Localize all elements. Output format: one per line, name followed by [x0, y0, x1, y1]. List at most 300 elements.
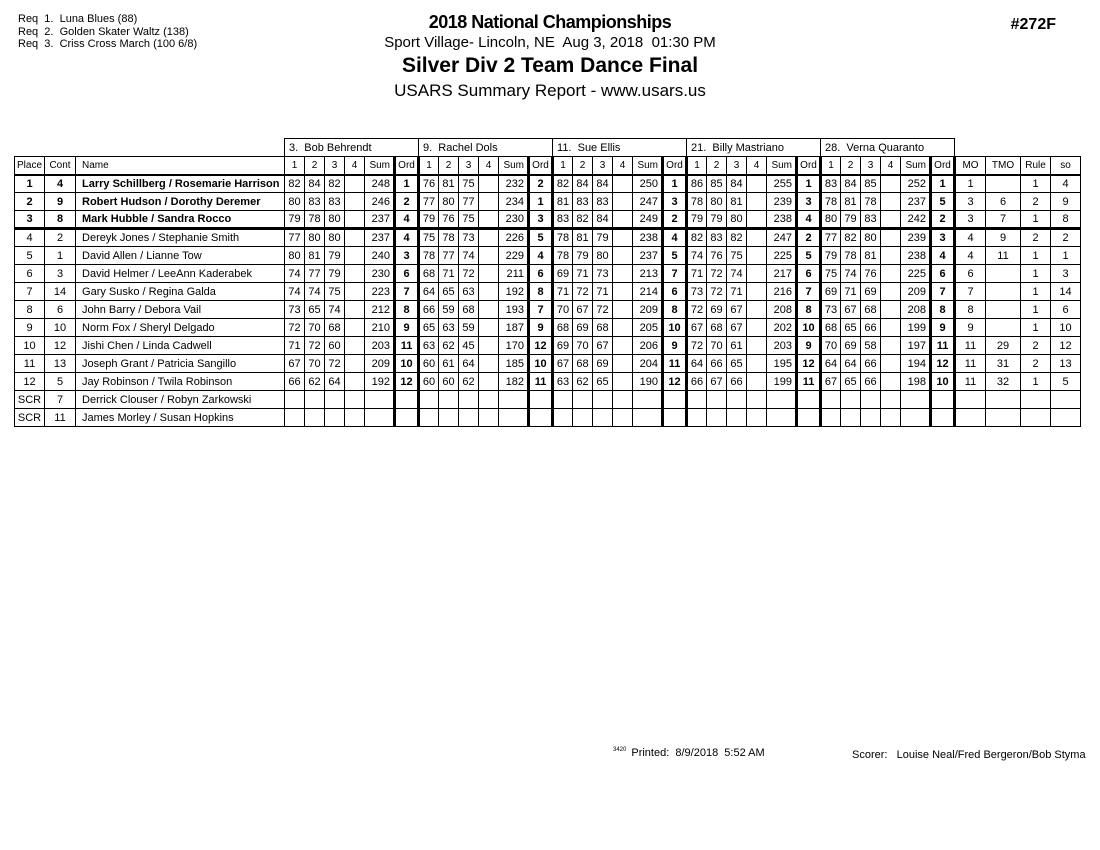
score-cell: 65 [305, 301, 325, 319]
judge-name: 11. Sue Ellis [553, 139, 687, 157]
score-cell: 83 [861, 211, 881, 229]
sum-cell [767, 409, 797, 427]
score-cell: 84 [593, 211, 613, 229]
score-cell: 79 [325, 247, 345, 265]
sum-cell [633, 409, 663, 427]
result-row [15, 193, 1081, 211]
event-number: #272F [1010, 16, 1056, 33]
score-cell [747, 211, 767, 229]
rule-cell: 2 [1021, 193, 1051, 211]
score-cell: 70 [305, 319, 325, 337]
ord-cell [797, 391, 821, 409]
req-line-2: Req 2. Golden Skater Waltz (138) [18, 25, 189, 38]
header-ord: Ord [931, 157, 955, 175]
score-cell: 60 [419, 373, 439, 391]
sum-cell: 205 [633, 319, 663, 337]
score-cell: 61 [727, 337, 747, 355]
ord-cell: 2 [797, 229, 821, 247]
score-cell [747, 283, 767, 301]
score-cell [345, 373, 365, 391]
score-cell: 71 [727, 283, 747, 301]
score-cell [727, 391, 747, 409]
sum-cell: 223 [365, 283, 395, 301]
score-cell: 75 [727, 247, 747, 265]
header-sum: Sum [767, 157, 797, 175]
score-cell [687, 409, 707, 427]
header-tmo: TMO [986, 157, 1021, 175]
score-cell: 70 [573, 337, 593, 355]
sum-cell: 230 [365, 265, 395, 283]
ord-cell: 2 [931, 211, 955, 229]
header-score-3: 3 [727, 157, 747, 175]
score-cell: 71 [593, 283, 613, 301]
score-cell [881, 283, 901, 301]
sum-cell: 203 [365, 337, 395, 355]
name-cell: Joseph Grant / Patricia Sangillo [76, 355, 285, 373]
name-cell: Mark Hubble / Sandra Rocco [76, 211, 285, 229]
result-row [15, 247, 1081, 265]
score-cell: 76 [861, 265, 881, 283]
sum-cell [633, 391, 663, 409]
header-mo: MO [955, 157, 986, 175]
sum-cell: 242 [901, 211, 931, 229]
score-cell [305, 409, 325, 427]
cont-cell: 12 [45, 337, 76, 355]
ord-cell: 4 [395, 229, 419, 247]
ord-cell: 3 [797, 193, 821, 211]
tmo-cell: 9 [986, 229, 1021, 247]
judge-name: 28. Verna Quaranto [821, 139, 955, 157]
score-cell: 67 [821, 373, 841, 391]
sum-cell: 192 [365, 373, 395, 391]
score-cell: 74 [285, 265, 305, 283]
ord-cell: 9 [931, 319, 955, 337]
score-cell: 72 [573, 283, 593, 301]
place-cell: SCR [15, 409, 45, 427]
score-cell: 78 [419, 247, 439, 265]
ord-cell: 3 [529, 211, 553, 229]
so-cell: 8 [1051, 211, 1081, 229]
score-cell: 75 [459, 211, 479, 229]
result-row [15, 229, 1081, 247]
score-cell: 67 [553, 355, 573, 373]
header-so: so [1051, 157, 1081, 175]
header-score-2: 2 [305, 157, 325, 175]
result-row [15, 175, 1081, 193]
score-cell [881, 265, 901, 283]
place-cell: 1 [15, 175, 45, 193]
sum-cell: 225 [767, 247, 797, 265]
sum-cell: 238 [767, 211, 797, 229]
score-cell: 67 [593, 337, 613, 355]
req-line-1: Req 1. Luna Blues (88) [18, 13, 138, 25]
header-score-2: 2 [841, 157, 861, 175]
score-cell [747, 265, 767, 283]
result-row [15, 265, 1081, 283]
tmo-cell [986, 391, 1021, 409]
score-cell [345, 337, 365, 355]
score-cell: 66 [285, 373, 305, 391]
sum-cell: 247 [767, 229, 797, 247]
score-cell: 70 [707, 337, 727, 355]
score-cell: 78 [553, 247, 573, 265]
score-cell: 72 [687, 337, 707, 355]
tmo-cell [986, 283, 1021, 301]
score-cell [881, 409, 901, 427]
sum-cell: 208 [767, 301, 797, 319]
score-cell: 72 [707, 283, 727, 301]
score-cell: 74 [687, 247, 707, 265]
score-cell [419, 409, 439, 427]
header-score-4: 4 [747, 157, 767, 175]
score-cell: 84 [727, 175, 747, 193]
sum-cell: 194 [901, 355, 931, 373]
name-cell: John Barry / Debora Vail [76, 301, 285, 319]
tmo-cell [986, 301, 1021, 319]
sum-cell: 225 [901, 265, 931, 283]
header-name: Name [76, 157, 285, 175]
so-cell: 4 [1051, 175, 1081, 193]
mo-cell: 3 [955, 193, 986, 211]
judge-header-spacer-left [15, 139, 285, 157]
ord-cell: 8 [931, 301, 955, 319]
ord-cell: 12 [395, 373, 419, 391]
score-cell: 84 [573, 175, 593, 193]
cont-cell: 1 [45, 247, 76, 265]
score-cell: 69 [861, 283, 881, 301]
sum-cell: 203 [767, 337, 797, 355]
score-cell: 71 [687, 265, 707, 283]
ord-cell: 11 [797, 373, 821, 391]
cont-cell: 6 [45, 301, 76, 319]
place-cell: 2 [15, 193, 45, 211]
score-cell: 68 [821, 319, 841, 337]
score-cell: 62 [459, 373, 479, 391]
score-cell [881, 247, 901, 265]
score-cell: 77 [285, 229, 305, 247]
score-cell: 76 [439, 211, 459, 229]
sum-cell: 248 [365, 175, 395, 193]
tmo-cell [986, 319, 1021, 337]
score-cell: 73 [821, 301, 841, 319]
result-row [15, 211, 1081, 229]
report-type-line: USARS Summary Report - www.usars.us [394, 81, 706, 100]
score-cell [479, 265, 499, 283]
score-cell: 79 [687, 211, 707, 229]
header-score-4: 4 [345, 157, 365, 175]
so-cell: 6 [1051, 301, 1081, 319]
score-cell: 83 [707, 229, 727, 247]
tmo-cell: 31 [986, 355, 1021, 373]
sum-cell: 193 [499, 301, 529, 319]
score-cell: 79 [573, 247, 593, 265]
score-cell: 66 [687, 373, 707, 391]
name-cell: Larry Schillberg / Rosemarie Harrison [76, 175, 285, 193]
tmo-cell: 7 [986, 211, 1021, 229]
header-ord: Ord [395, 157, 419, 175]
ord-cell [395, 409, 419, 427]
score-cell [747, 409, 767, 427]
score-cell: 67 [707, 373, 727, 391]
name-cell: Jay Robinson / Twila Robinson [76, 373, 285, 391]
sum-cell: 212 [365, 301, 395, 319]
rule-cell: 2 [1021, 337, 1051, 355]
score-cell: 60 [439, 373, 459, 391]
score-cell: 78 [687, 193, 707, 211]
score-cell: 79 [821, 247, 841, 265]
score-cell: 60 [419, 355, 439, 373]
score-cell [479, 247, 499, 265]
header-sum: Sum [633, 157, 663, 175]
score-cell [613, 409, 633, 427]
score-cell [325, 391, 345, 409]
score-cell: 80 [727, 211, 747, 229]
score-cell: 66 [727, 373, 747, 391]
ord-cell: 9 [395, 319, 419, 337]
so-cell: 13 [1051, 355, 1081, 373]
score-cell: 74 [285, 283, 305, 301]
results-table [14, 138, 1081, 427]
score-cell: 83 [593, 193, 613, 211]
score-cell [881, 301, 901, 319]
score-cell [861, 391, 881, 409]
sum-cell: 255 [767, 175, 797, 193]
score-cell: 59 [439, 301, 459, 319]
score-cell: 71 [553, 283, 573, 301]
score-cell: 80 [861, 229, 881, 247]
score-cell: 84 [305, 175, 325, 193]
score-cell: 73 [285, 301, 305, 319]
score-cell: 66 [707, 355, 727, 373]
score-cell [707, 409, 727, 427]
name-cell: David Helmer / LeeAnn Kaderabek [76, 265, 285, 283]
sum-cell [901, 409, 931, 427]
score-cell [345, 211, 365, 229]
sum-cell: 197 [901, 337, 931, 355]
score-cell: 67 [285, 355, 305, 373]
score-cell: 72 [459, 265, 479, 283]
score-cell: 65 [841, 373, 861, 391]
cont-cell: 11 [45, 409, 76, 427]
score-cell [861, 409, 881, 427]
score-cell: 78 [861, 193, 881, 211]
score-cell [613, 247, 633, 265]
score-cell [613, 301, 633, 319]
score-cell [687, 391, 707, 409]
place-cell: 9 [15, 319, 45, 337]
ord-cell: 12 [663, 373, 687, 391]
ord-cell: 7 [529, 301, 553, 319]
score-cell [881, 319, 901, 337]
ord-cell: 9 [797, 337, 821, 355]
cont-cell: 8 [45, 211, 76, 229]
ord-cell: 1 [931, 175, 955, 193]
score-cell [345, 283, 365, 301]
score-cell: 81 [861, 247, 881, 265]
ord-cell: 10 [529, 355, 553, 373]
score-cell: 85 [861, 175, 881, 193]
score-cell: 65 [727, 355, 747, 373]
req-line-3: Req 3. Criss Cross March (100 6/8) [18, 38, 198, 50]
sum-cell: 195 [767, 355, 797, 373]
ord-cell: 6 [931, 265, 955, 283]
rule-cell: 2 [1021, 229, 1051, 247]
sum-cell: 199 [901, 319, 931, 337]
score-cell: 67 [727, 301, 747, 319]
score-cell: 66 [861, 373, 881, 391]
score-cell: 64 [687, 355, 707, 373]
score-cell: 79 [325, 265, 345, 283]
sum-cell: 204 [633, 355, 663, 373]
ord-cell: 7 [395, 283, 419, 301]
result-row [15, 409, 1081, 427]
score-cell: 77 [305, 265, 325, 283]
sum-cell: 250 [633, 175, 663, 193]
tmo-cell: 6 [986, 193, 1021, 211]
header-sum: Sum [901, 157, 931, 175]
ord-cell: 6 [529, 265, 553, 283]
score-cell [553, 391, 573, 409]
score-cell: 79 [419, 211, 439, 229]
sum-cell: 216 [767, 283, 797, 301]
ord-cell: 7 [663, 265, 687, 283]
cont-cell: 4 [45, 175, 76, 193]
rule-cell: 1 [1021, 211, 1051, 229]
so-cell: 1 [1051, 247, 1081, 265]
score-cell [841, 391, 861, 409]
score-cell [747, 175, 767, 193]
rule-cell: 1 [1021, 175, 1051, 193]
sum-cell: 206 [633, 337, 663, 355]
score-cell: 83 [325, 193, 345, 211]
result-row [15, 337, 1081, 355]
score-cell: 59 [459, 319, 479, 337]
mo-cell: 11 [955, 373, 986, 391]
sum-cell: 239 [901, 229, 931, 247]
tmo-cell [986, 409, 1021, 427]
score-cell: 81 [553, 193, 573, 211]
name-cell: David Allen / Lianne Tow [76, 247, 285, 265]
score-cell [345, 247, 365, 265]
header-score-1: 1 [553, 157, 573, 175]
score-cell [747, 193, 767, 211]
ord-cell: 3 [931, 229, 955, 247]
so-cell [1051, 409, 1081, 427]
sum-cell [767, 391, 797, 409]
score-cell [439, 409, 459, 427]
print-code: 3420 [613, 747, 627, 754]
sum-cell: 237 [901, 193, 931, 211]
score-cell: 78 [439, 229, 459, 247]
sum-cell: 182 [499, 373, 529, 391]
header-score-3: 3 [325, 157, 345, 175]
score-cell: 69 [841, 337, 861, 355]
sum-cell: 190 [633, 373, 663, 391]
score-cell: 65 [841, 319, 861, 337]
score-cell [727, 409, 747, 427]
ord-cell: 7 [797, 283, 821, 301]
sum-cell: 199 [767, 373, 797, 391]
mo-cell: 11 [955, 355, 986, 373]
score-cell: 64 [841, 355, 861, 373]
score-cell: 72 [593, 301, 613, 319]
ord-cell [797, 409, 821, 427]
score-cell [881, 193, 901, 211]
score-cell: 63 [439, 319, 459, 337]
score-cell: 65 [419, 319, 439, 337]
score-cell [747, 355, 767, 373]
ord-cell: 3 [663, 193, 687, 211]
ord-cell: 1 [797, 175, 821, 193]
score-cell: 73 [593, 265, 613, 283]
sum-cell: 237 [365, 229, 395, 247]
score-cell: 71 [573, 265, 593, 283]
sum-cell: 238 [633, 229, 663, 247]
sum-cell: 187 [499, 319, 529, 337]
ord-cell [931, 391, 955, 409]
score-cell: 66 [861, 319, 881, 337]
score-cell [613, 319, 633, 337]
ord-cell: 4 [529, 247, 553, 265]
score-cell: 72 [707, 265, 727, 283]
place-cell: SCR [15, 391, 45, 409]
sum-cell: 238 [901, 247, 931, 265]
score-cell: 64 [459, 355, 479, 373]
result-row [15, 355, 1081, 373]
tmo-cell: 32 [986, 373, 1021, 391]
place-cell: 10 [15, 337, 45, 355]
so-cell: 10 [1051, 319, 1081, 337]
name-cell: James Morley / Susan Hopkins [76, 409, 285, 427]
result-row [15, 301, 1081, 319]
score-cell [285, 409, 305, 427]
ord-cell: 5 [931, 193, 955, 211]
score-cell [821, 409, 841, 427]
score-cell: 67 [687, 319, 707, 337]
score-cell: 78 [841, 247, 861, 265]
name-cell: Jishi Chen / Linda Cadwell [76, 337, 285, 355]
cont-cell: 14 [45, 283, 76, 301]
result-row [15, 373, 1081, 391]
score-cell [707, 391, 727, 409]
judge-header-row [15, 139, 1081, 157]
score-cell: 68 [707, 319, 727, 337]
tmo-cell: 11 [986, 247, 1021, 265]
score-cell [613, 265, 633, 283]
place-cell: 3 [15, 211, 45, 229]
sum-cell: 249 [633, 211, 663, 229]
ord-cell [931, 409, 955, 427]
score-cell: 81 [573, 229, 593, 247]
mo-cell: 6 [955, 265, 986, 283]
printed-line [613, 747, 765, 759]
score-cell [881, 229, 901, 247]
score-cell: 69 [553, 337, 573, 355]
score-cell [881, 391, 901, 409]
score-cell: 65 [593, 373, 613, 391]
score-cell: 45 [459, 337, 479, 355]
score-cell: 79 [285, 211, 305, 229]
score-cell [613, 391, 633, 409]
score-cell: 71 [439, 265, 459, 283]
score-cell [613, 337, 633, 355]
score-cell: 81 [439, 175, 459, 193]
score-cell: 79 [593, 229, 613, 247]
ord-cell: 5 [797, 247, 821, 265]
ord-cell: 1 [663, 175, 687, 193]
name-cell: Robert Hudson / Dorothy Deremer [76, 193, 285, 211]
sum-cell [365, 409, 395, 427]
